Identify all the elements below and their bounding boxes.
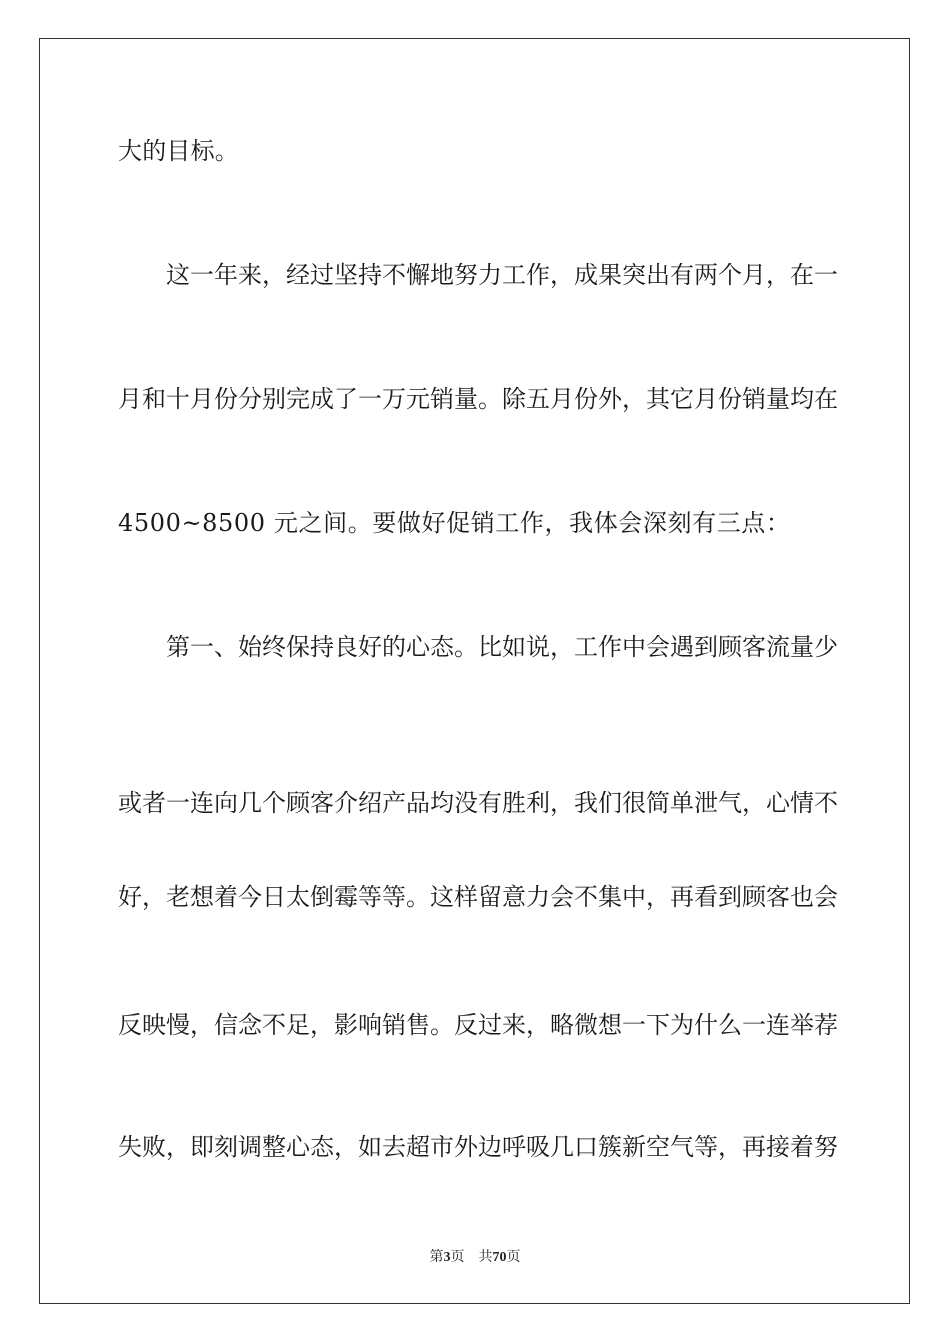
- body-line-8: 反映慢，信念不足，影响销售。反过来，略微想一下为什么一连举荐: [118, 1011, 838, 1039]
- body-line-3: 月和十月份分别完成了一万元销量。除五月份外，其它月份销量均在: [118, 385, 838, 413]
- page-number: 3: [443, 1250, 451, 1265]
- page-border: [39, 38, 910, 1304]
- page-suffix: 页: [450, 1249, 465, 1265]
- total-suffix: 页: [506, 1249, 521, 1265]
- body-line-7: 好，老想着今日太倒霉等等。这样留意力会不集中，再看到顾客也会: [118, 883, 838, 911]
- page-prefix: 第: [429, 1249, 444, 1265]
- body-line-2: 这一年来，经过坚持不懈地努力工作，成果突出有两个月，在一: [166, 261, 838, 289]
- page-footer: [0, 1248, 950, 1267]
- body-line-4: 4500~8500 元之间。要做好促销工作，我体会深刻有三点：: [118, 509, 791, 537]
- body-line-9: 失败，即刻调整心态，如去超市外边呼吸几口簇新空气等，再接着努: [118, 1133, 838, 1161]
- body-line-1: 大的目标。: [118, 137, 239, 165]
- body-line-6: 或者一连向几个顾客介绍产品均没有胜利，我们很简单泄气，心情不: [118, 789, 838, 817]
- body-line-5: 第一、始终保持良好的心态。比如说，工作中会遇到顾客流量少: [166, 633, 838, 661]
- total-prefix: 共: [478, 1249, 493, 1265]
- total-pages: 70: [492, 1250, 507, 1265]
